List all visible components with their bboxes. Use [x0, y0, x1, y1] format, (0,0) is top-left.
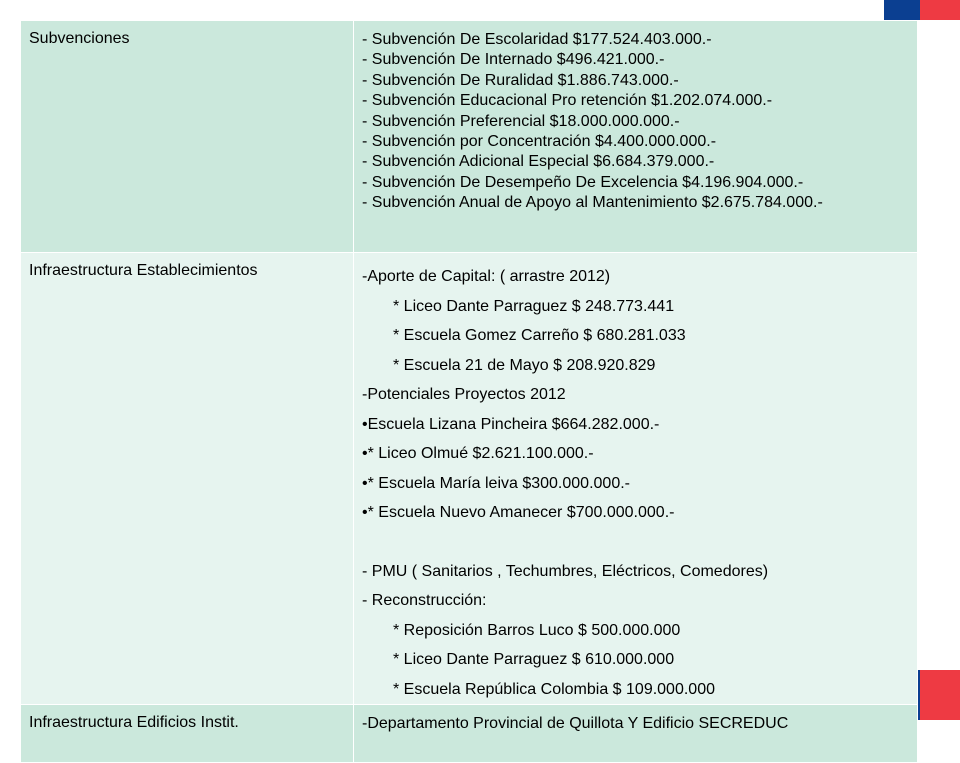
list-item: - Subvención Anual de Apoyo al Mantenimiento $2.675.784.000.-: [362, 194, 823, 212]
list-item: -Potenciales Proyectos 2012: [362, 386, 566, 403]
list-item: •Escuela Lizana Pincheira $664.282.000.-: [362, 415, 660, 433]
list-item: * Liceo Dante Parraguez $ 610.000.000: [393, 651, 675, 668]
list-item: - Reconstrucción:: [362, 592, 487, 609]
flag-decoration-top: [884, 0, 960, 20]
list-item: - Subvención De Internado $496.421.000.-: [362, 51, 665, 69]
list-item: - PMU ( Sanitarios , Techumbres, Eléctricos, Comedores): [362, 562, 769, 580]
list-item: •* Liceo Olmué $2.621.100.000.-: [362, 445, 594, 462]
list-item: - Subvención por Concentración $4.400.000.000.-: [362, 133, 717, 151]
list-item: - Subvención Educacional Pro retención $1.202.074.000.-: [362, 92, 773, 110]
list-item: - Subvención De Escolaridad $177.524.403.000.-: [362, 31, 712, 48]
list-item: •* Escuela Nuevo Amanecer $700.000.000.-: [362, 504, 675, 521]
list-item: * Escuela República Colombia $ 109.000.000: [393, 680, 715, 698]
list-item: - Subvención Preferencial $18.000.000.000.-: [362, 112, 680, 130]
table-row: [21, 253, 918, 705]
flag-red-block: [920, 670, 960, 720]
list-item: * Escuela 21 de Mayo $ 208.920.829: [393, 356, 656, 374]
list-item: -Departamento Provincial de Quillota Y Edificio SECREDUC: [362, 715, 789, 732]
list-spacer: [362, 528, 909, 557]
budget-table: [20, 20, 918, 763]
list-item: - Subvención De Desempeño De Excelencia $4.196.904.000.-: [362, 173, 804, 191]
list-item: * Liceo Dante Parraguez $ 248.773.441: [393, 297, 675, 315]
row-label: Infraestructura Establecimientos: [21, 253, 354, 705]
row-label: Subvenciones: [21, 21, 354, 253]
row-label: Infraestructura Edificios Instit.: [21, 705, 354, 763]
list-item: - Subvención De Ruralidad $1.886.743.000.-: [362, 71, 679, 89]
list-item: * Reposición Barros Luco $ 500.000.000: [393, 621, 681, 639]
list-item: -Aporte de Capital: ( arrastre 2012): [362, 268, 611, 285]
table-row: [21, 21, 918, 253]
row-content: [354, 705, 918, 763]
row-content: [354, 21, 918, 253]
table-row: [21, 705, 918, 763]
flag-blue-block: [884, 0, 920, 20]
row-content: [354, 253, 918, 705]
list-item: - Subvención Adicional Especial $6.684.379.000.-: [362, 153, 715, 171]
flag-red-block: [920, 0, 960, 20]
list-item: •* Escuela María leiva $300.000.000.-: [362, 474, 630, 492]
list-item: * Escuela Gomez Carreño $ 680.281.033: [393, 327, 686, 344]
